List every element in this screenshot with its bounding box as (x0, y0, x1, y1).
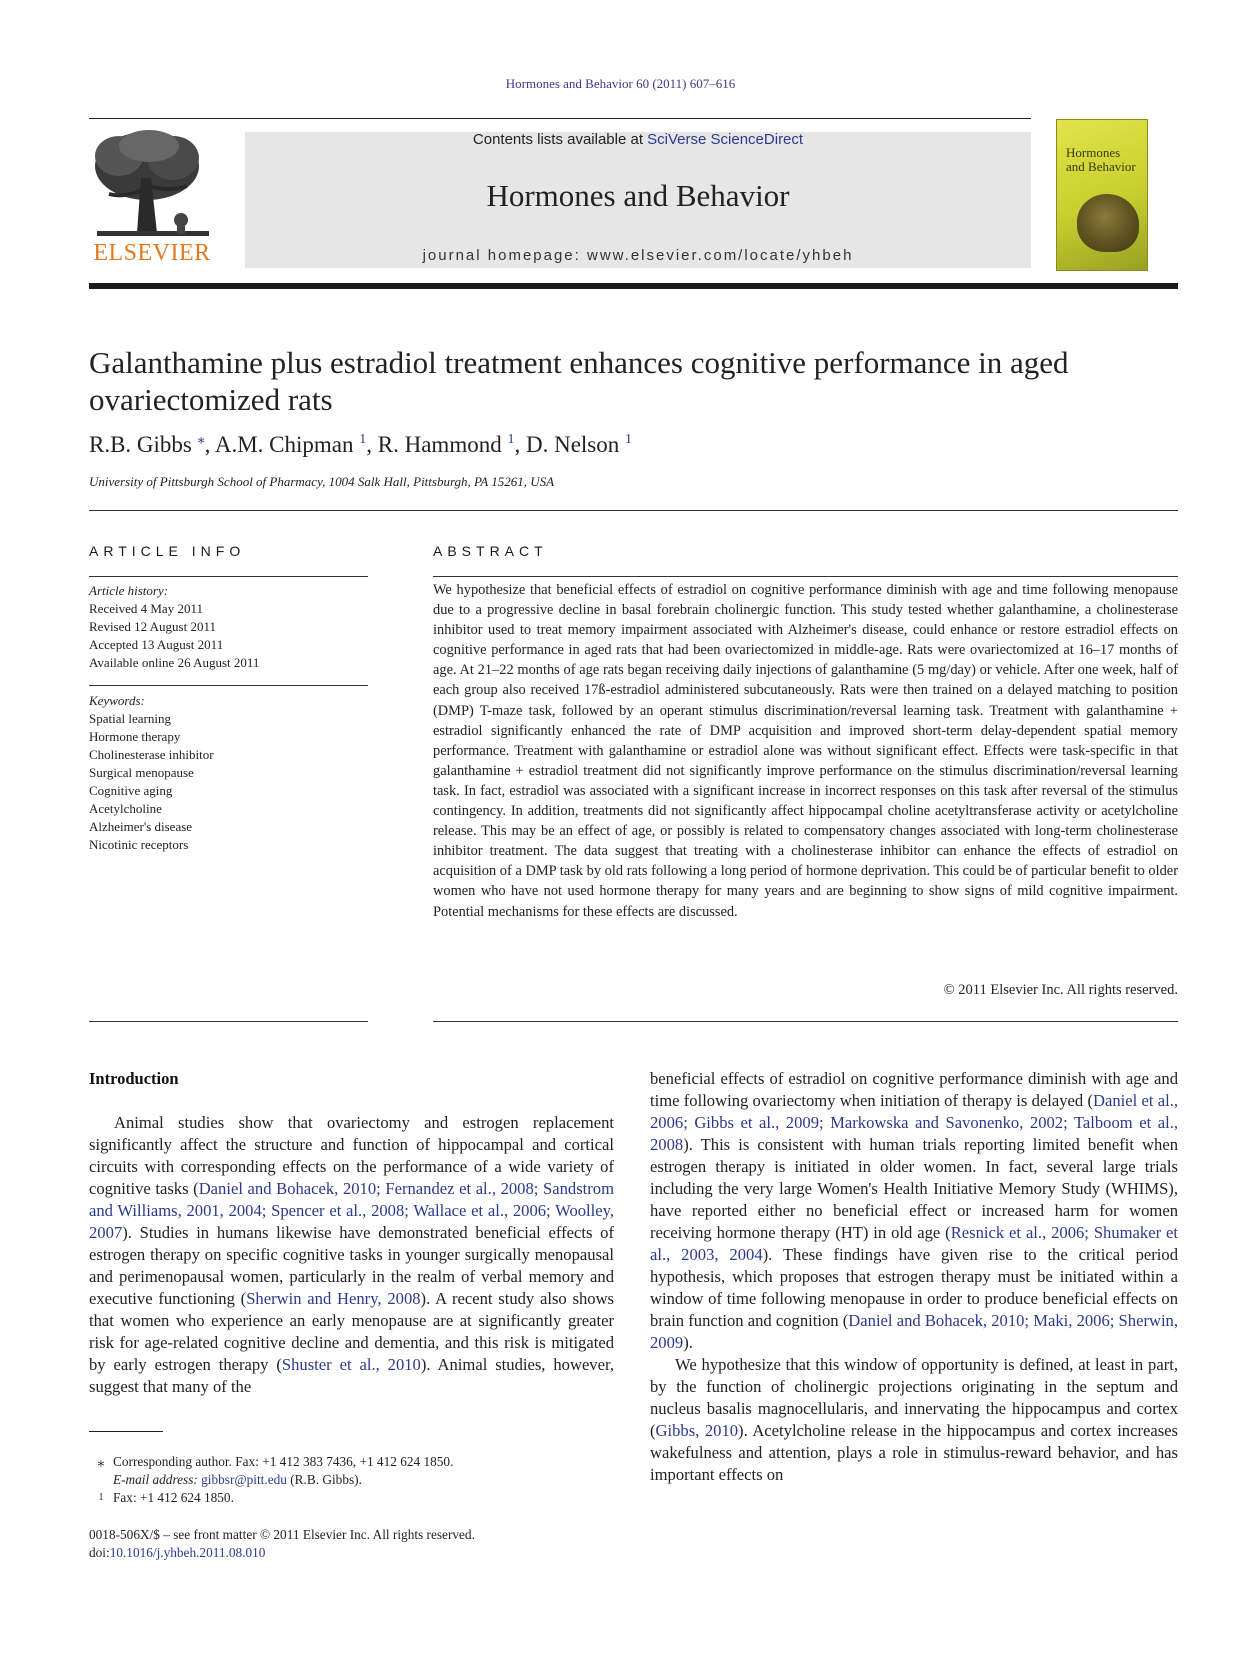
elsevier-wordmark: ELSEVIER (93, 240, 211, 266)
author-name[interactable]: A.M. Chipman (214, 432, 354, 457)
footnote-divider (89, 1431, 163, 1432)
citation-link[interactable]: Daniel and Bohacek, 2010; Fernandez et al., 2008; Sandstrom and Williams, 2001, 2004; Spencer et al., 2008; Wallace et al., 2006; Woolley, 2007 (89, 1179, 614, 1242)
elsevier-logo[interactable] (89, 128, 215, 270)
keyword: Alzheimer's disease (89, 819, 193, 834)
contents-prefix: Contents lists available at (472, 131, 648, 148)
front-matter (89, 1526, 475, 1562)
journal-homepage[interactable]: journal homepage: www.elsevier.com/locate/yhbeh (422, 247, 854, 264)
citation-link[interactable]: Resnick et al., 2006; Shumaker et al., 2003, 2004 (650, 1223, 1178, 1264)
fax-note: 1 Fax: +1 412 624 1850. (98, 1490, 234, 1505)
sciencedirect-link[interactable]: SciVerse ScienceDirect (647, 131, 804, 148)
doi-line: doi:10.1016/j.yhbeh.2011.08.010 (89, 1545, 266, 1560)
history-item: Accepted 13 August 2011 (89, 637, 224, 652)
email-note: E-mail address: gibbsr@pitt.edu (R.B. Gibbs). (113, 1472, 362, 1487)
keyword: Surgical menopause (89, 765, 194, 780)
keywords (89, 692, 368, 854)
author-name[interactable]: D. Nelson (525, 432, 620, 457)
issn-line: 0018-506X/$ – see front matter © 2011 Elsevier Inc. All rights reserved. (89, 1527, 475, 1542)
doi-link[interactable]: 10.1016/j.yhbeh.2011.08.010 (109, 1545, 266, 1560)
keyword: Acetylcholine (89, 801, 162, 816)
footnote-mark[interactable]: 1 (507, 432, 515, 447)
citation-link[interactable]: Daniel et al., 2006; Gibbs et al., 2009; Markowska and Savonenko, 2002; Talboom et al., 2008 (650, 1091, 1178, 1154)
article-history (89, 582, 368, 672)
keywords-divider (89, 685, 368, 686)
article-title: Galanthamine plus estradiol treatment enhances cognitive performance in aged ovariectomized rats (89, 345, 1069, 417)
abstract-text: We hypothesize that beneficial effects of estradiol on cognitive performance diminish with age and time following menopause due to a progressive decline in basal forebrain cholinergic function. This study tested whether galanthamine, a cholinesterase inhibitor used to treat memory impairment associated with Alzheimer's disease, could enhance or restore estradiol effects on cognitive performance in aged rats that had been ovariectomized in middle-age. Rats were ovariectomized at 16–17 months of age. At 21–22 months of age rats began receiving daily injections of galanthamine (5 mg/day) or vehicle. After one week, half of each group also received 17ß-estradiol administered subcutaneously. Rats were then trained on a delayed matching to position (DMP) T-maze task, followed by an operant stimulus discrimination/reversal learning task. Treatment with galanthamine + estradiol significantly enhanced the rate of DMP acquisition and improved short-term delay-dependent spatial memory performance. Treatment with galanthamine or estradiol alone was without significant effect. Effects were task-specific in that galanthamine + estradiol treatment did not significantly improve performance on the stimulus discrimination/reversal learning task. In fact, estradiol was associated with a significant increase in incorrect responses on this task after reversal of the stimulus contingency. In addition, treatments did not significantly affect hippocampal choline acetyltransferase activity or acetylcholine release. This may be an effect of age, or possibly is related to compensatory changes associated with long-term cholinesterase inhibitor treatment. The data suggest that treating with a cholinesterase inhibitor can enhance the effects of estradiol on acquisition of a DMP task by old rats following a long period of hormone deprivation. This could be of particular benefit to older women who have not used hormone therapy for many years and are beginning to show signs of mild cognitive impairment. Potential mechanisms for these effects are discussed. (433, 582, 1178, 920)
section-heading-introduction: Introduction (89, 1069, 179, 1088)
body-column-right (650, 1068, 1178, 1486)
keyword: Nicotinic receptors (89, 837, 189, 852)
author-name[interactable]: R. Hammond (377, 432, 502, 457)
title-divider (89, 510, 1178, 511)
footnote-mark[interactable]: 1 (359, 432, 367, 447)
citation-link[interactable]: Shuster et al., 2010 (281, 1355, 421, 1374)
masthead-divider (89, 283, 1178, 289)
corresponding-author-mark[interactable]: ⁎ (197, 432, 205, 447)
abstract-copyright: © 2011 Elsevier Inc. All rights reserved. (943, 982, 1178, 998)
history-item: Received 4 May 2011 (89, 601, 203, 616)
journal-cover[interactable] (1056, 119, 1148, 271)
footnotes (89, 1453, 453, 1507)
abstract-bottom-divider (433, 1021, 1178, 1022)
top-divider (89, 118, 1031, 119)
footnote-mark[interactable]: 1 (625, 432, 632, 447)
corresponding-author-note: ⁎ Corresponding author. Fax: +1 412 383 7436, +1 412 624 1850. (97, 1454, 454, 1469)
cover-title: Hormones and Behavior (1066, 145, 1136, 174)
keyword: Spatial learning (89, 711, 171, 726)
article-info-heading: ARTICLE INFO (89, 543, 246, 559)
article-info-bottom-divider (89, 1021, 368, 1022)
keyword: Cholinesterase inhibitor (89, 747, 214, 762)
cover-image (1077, 194, 1139, 252)
keywords-label: Keywords: (89, 693, 145, 708)
abstract-divider (433, 576, 1178, 577)
contents-line (245, 131, 1031, 148)
citation-link[interactable]: Sherwin and Henry, 2008 (246, 1289, 421, 1308)
paragraph: beneficial effects of estradiol on cognitive performance diminish with age and time following ovariectomy when initiation of therapy is delayed (Daniel et al., 2006; Gibbs et al., 2009; Markowska and Savonenko, 2002; Talboom et al., 2008). This is consistent with human trials reporting limited benefit when estrogen therapy is initiated in older women. In fact, several large trials including the very large Women's Health Initiative Memory Study (WHIMS), have reported either no beneficial effect or increased harm for women receiving hormone therapy (HT) in old age (Resnick et al., 2006; Shumaker et al., 2003, 2004). These findings have given rise to the critical period hypothesis, which proposes that estrogen therapy must be initiated within a window of time following menopause in order to produce beneficial effects on brain function and cognition (Daniel and Bohacek, 2010; Maki, 2006; Sherwin, 2009). (650, 1069, 1179, 1352)
author-name[interactable]: R.B. Gibbs (89, 432, 192, 457)
affiliation: University of Pittsburgh School of Pharmacy, 1004 Salk Hall, Pittsburgh, PA 15261, USA (89, 474, 555, 489)
author-list: R.B. Gibbs ⁎, A.M. Chipman $^1$, R. Hammond $^1$, D. Nelson $^1$ (89, 432, 632, 457)
paragraph: Animal studies show that ovariectomy and estrogen replacement significantly affect the structure and function of hippocampal and cortical circuits with corresponding effects on the performance of a wide variety of cognitive tasks (Daniel and Bohacek, 2010; Fernandez et al., 2008; Sandstrom and Williams, 2001, 2004; Spencer et al., 2008; Wallace et al., 2006; Woolley, 2007). Studies in humans likewise have demonstrated beneficial effects of estrogen therapy on specific cognitive tasks in younger surgically menopausal and perimenopausal women, particularly in the realm of verbal memory and executive functioning (Sherwin and Henry, 2008). A recent study also shows that women who experience an early menopause are at significantly greater risk for age-related cognitive decline and dementia, and this risk is mitigated by early estrogen therapy (Shuster et al., 2010). Animal studies, however, suggest that many of the (89, 1113, 615, 1396)
email-link[interactable]: gibbsr@pitt.edu (201, 1472, 287, 1487)
article-info-divider (89, 576, 368, 577)
keyword: Cognitive aging (89, 783, 173, 798)
citation-link[interactable]: Gibbs, 2010 (655, 1421, 739, 1440)
abstract-heading: ABSTRACT (433, 543, 548, 559)
paragraph: We hypothesize that this window of opportunity is defined, at least in part, by the function of cholinergic projections originating in the septum and nucleus basalis magnocellularis, and innervating the hippocampus and cortex (Gibbs, 2010). Acetylcholine release in the hippocampus and cortex increases wakefulness and attention, plays a role in stimulus-reward behavior, and has important effects on (650, 1355, 1178, 1484)
keyword: Hormone therapy (89, 729, 181, 744)
journal-reference[interactable]: Hormones and Behavior 60 (2011) 607–616 (505, 76, 736, 91)
history-label: Article history: (89, 583, 169, 598)
journal-title: Hormones and Behavior (486, 178, 790, 213)
citation-link[interactable]: Daniel and Bohacek, 2010; Maki, 2006; Sherwin, 2009 (650, 1311, 1179, 1352)
history-item: Available online 26 August 2011 (89, 655, 260, 670)
body-column-left (89, 1112, 614, 1398)
history-item: Revised 12 August 2011 (89, 619, 216, 634)
